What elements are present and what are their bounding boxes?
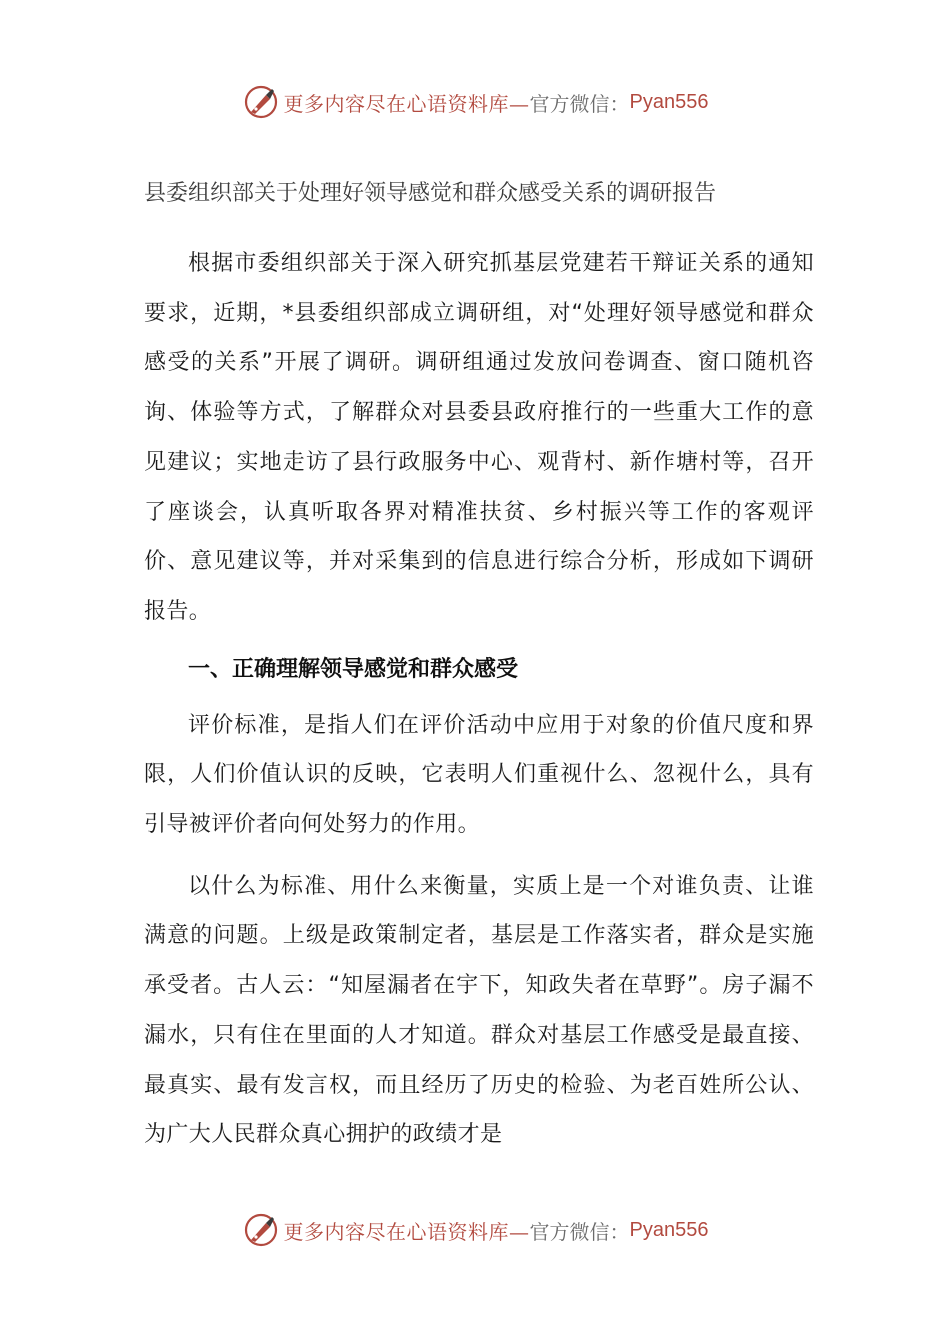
header-watermark	[0, 82, 950, 122]
document-body	[144, 173, 814, 1172]
watermark-wechat-id: Pyan556	[629, 90, 709, 113]
watermark-wechat-id: Pyan556	[629, 1218, 709, 1241]
footer-watermark	[0, 1210, 950, 1250]
pen-nib-circle-icon	[242, 83, 280, 121]
watermark-brand-text: 更多内容尽在心语资料库—	[283, 1219, 530, 1244]
section-paragraph: 评价标准，是指人们在评价活动中应用于对象的价值尺度和界限，人们价值认识的反映，它表明人们重视什么、忽视什么，具有引导被评价者向何处努力的作用。	[144, 712, 814, 838]
watermark-brand-text: 更多内容尽在心语资料库—	[283, 91, 530, 116]
watermark-wechat-label: 官方微信：	[529, 91, 630, 116]
section-heading: 一、正确理解领导感觉和群众感受	[188, 656, 519, 682]
watermark-wechat-label: 官方微信：	[529, 1219, 630, 1244]
section-paragraph: 以什么为标准、用什么来衡量，实质上是一个对谁负责、让谁满意的问题。上级是政策制定者，基层是工作落实者，群众是实施承受者。古人云：“知屋漏者在宇下，知政失者在草野”。房子漏不漏水，只有住在里面的人才知道。群众对基层工作感受是最直接、最真实、最有发言权，而且经历了历史的检验、为老百姓所公认、为广大人民群众真心拥护的政绩才是	[144, 873, 814, 1148]
pen-nib-circle-icon	[242, 1211, 280, 1249]
document-title: 县委组织部关于处理好领导感觉和群众感受关系的调研报告	[144, 181, 717, 206]
intro-paragraph: 根据市委组织部关于深入研究抓基层党建若干辩证关系的通知要求，近期，*县委组织部成立调研组，对“处理好领导感觉和群众感受的关系”开展了调研。调研组通过发放问卷调查、窗口随机咨询、体验等方式，了解群众对县委县政府推行的一些重大工作的意见建议；实地走访了县行政服务中心、观背村、新作塘村等，召开了座谈会，认真听取各界对精准扶贫、乡村振兴等工作的客观评价、意见建议等，并对采集到的信息进行综合分析，形成如下调研报告。	[144, 251, 814, 624]
